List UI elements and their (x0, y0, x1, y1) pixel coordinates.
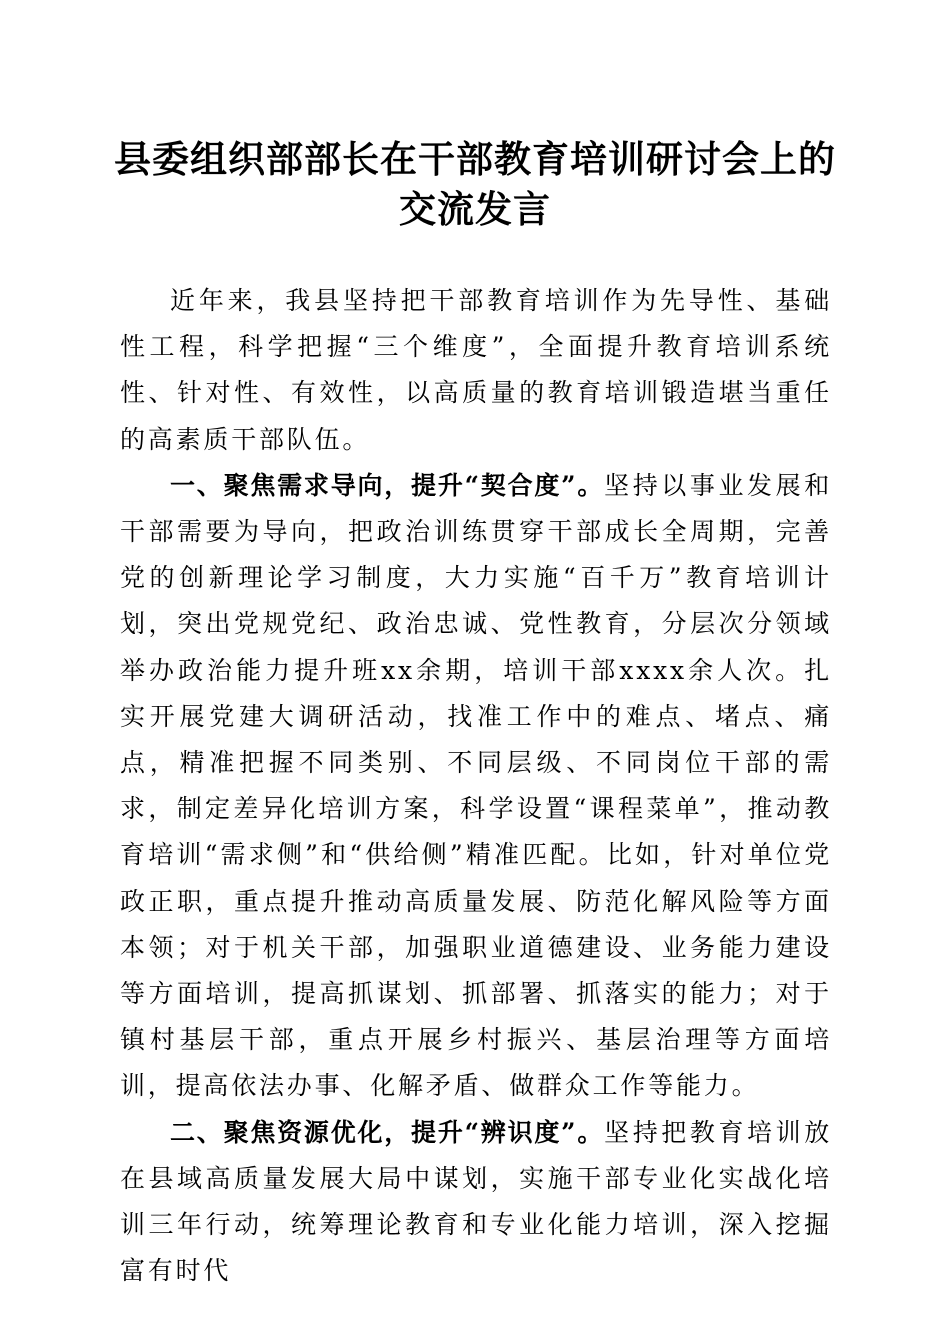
paragraph-text: 坚持把教育培训放在县域高质量发展大局中谋划，实施干部专业化实战化培训三年行动，统筹理论教育和专业化能力培训，深入挖掘富有时代 (120, 1117, 833, 1286)
document-body (120, 278, 832, 1294)
paragraph-section-2 (120, 1110, 832, 1295)
paragraph-intro (120, 278, 832, 463)
document-title: 县委组织部部长在干部教育培训研讨会上的交流发言 (114, 137, 836, 231)
section-heading: 二、聚焦资源优化，提升“辨识度”。 (170, 1117, 605, 1147)
section-heading: 一、聚焦需求导向，提升“契合度”。 (170, 470, 605, 500)
paragraph-text: 坚持以事业发展和干部需要为导向，把政治训练贯穿干部成长全周期，完善党的创新理论学习制度，大力实施“百千万”教育培训计划，突出党规党纪、政治忠诚、党性教育，分层次分领域举办政治能力提升班xx余期，培训干部xxxx余人次。扎实开展党建大调研活动，找准工作中的难点、堵点、痛点，精准把握不同类别、不同层级、不同岗位干部的需求，制定差异化培训方案，科学设置“课程菜单”，推动教育培训“需求侧”和“供给侧”精准匹配。比如，针对单位党政正职，重点提升推动高质量发展、防范化解风险等方面本领；对于机关干部，加强职业道德建设、业务能力建设等方面培训，提高抓谋划、抓部署、抓落实的能力；对于镇村基层干部，重点开展乡村振兴、基层治理等方面培训，提高依法办事、化解矛盾、做群众工作等能力。 (120, 470, 833, 1101)
paragraph-section-1 (120, 463, 832, 1110)
paragraph-text: 近年来，我县坚持把干部教育培训作为先导性、基础性工程，科学把握“三个维度”，全面提升教育培训系统性、针对性、有效性，以高质量的教育培训锻造堪当重任的高素质干部队伍。 (120, 286, 832, 454)
